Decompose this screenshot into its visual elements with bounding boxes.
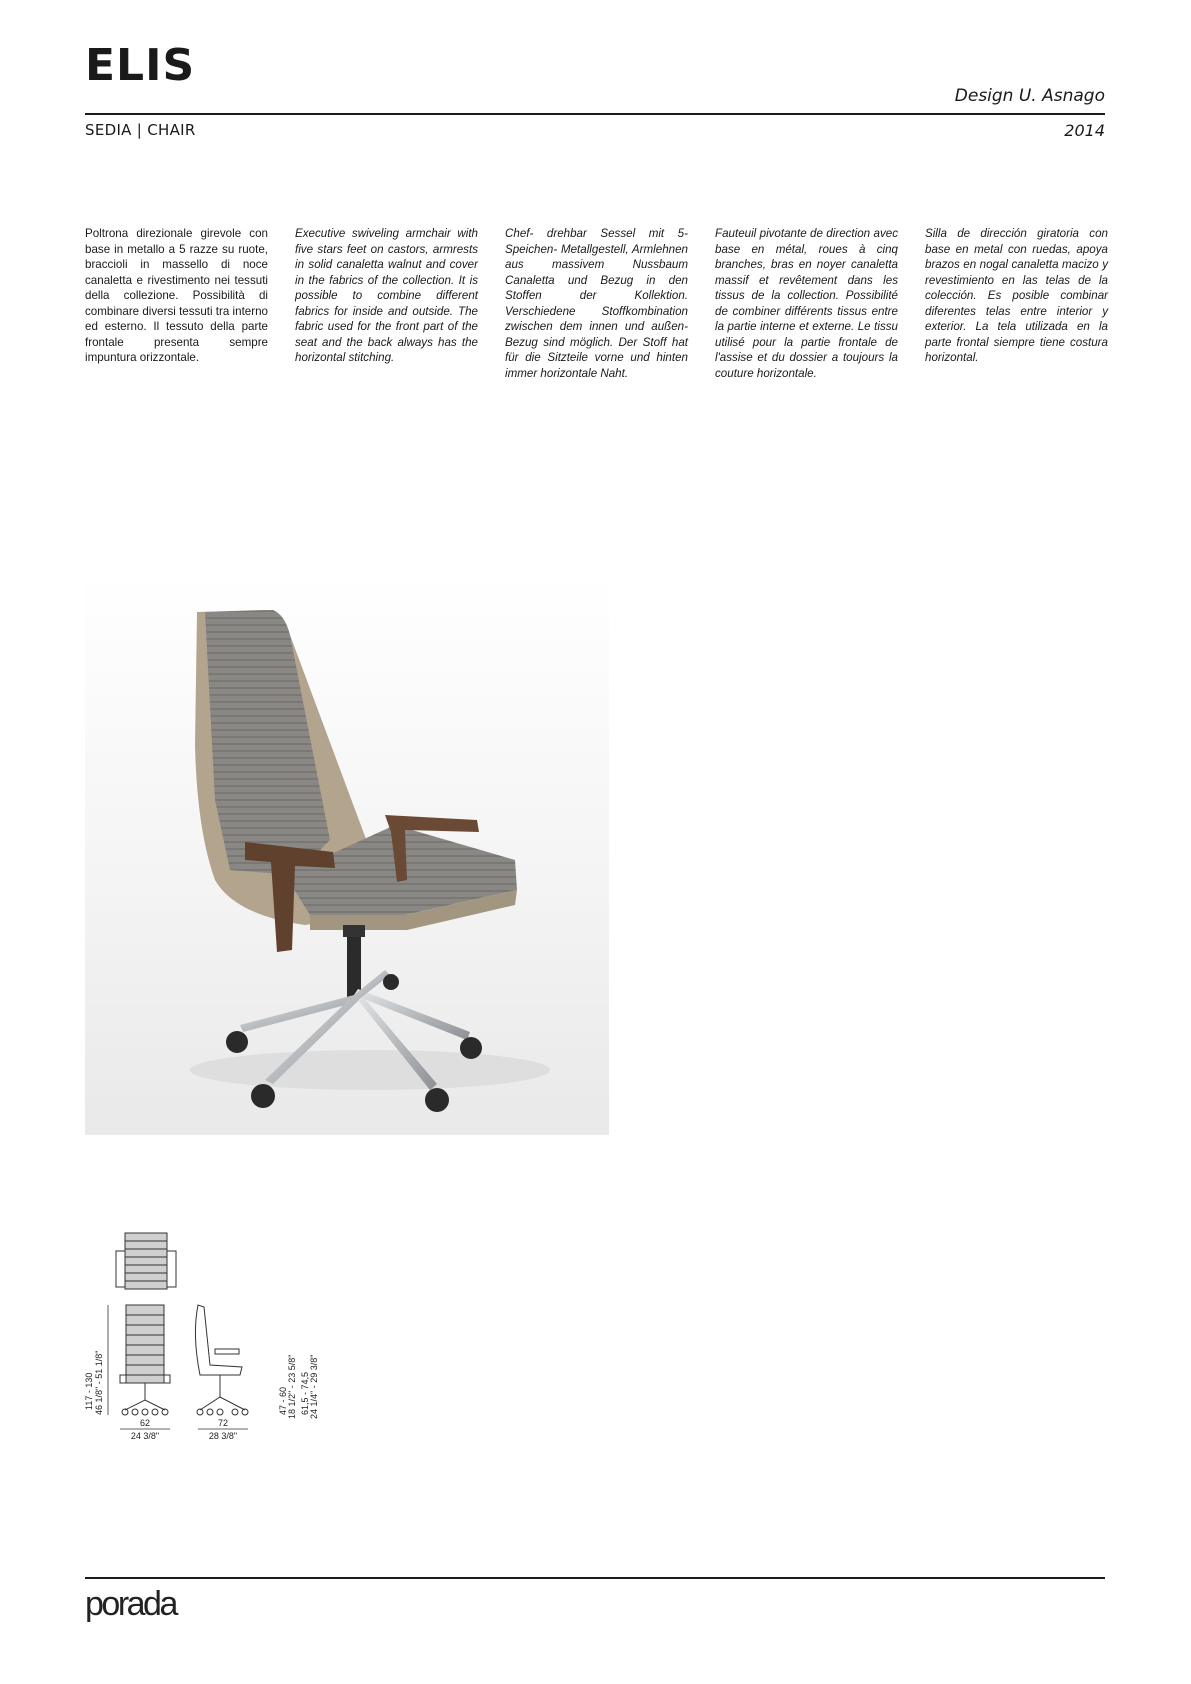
width-in-label: 24 3/8" [130,1431,160,1441]
depth-in-label: 28 3/8" [208,1431,238,1441]
product-category: SEDIA | CHAIR [85,121,196,139]
product-photo [85,570,609,1135]
seat-in-label: 18 1/2" - 23 5/8" [287,1354,297,1419]
description-spanish: Silla de dirección giratoria con base en metal con ruedas, apoya brazos en nogal canaletta macizo y revestimiento en las telas de la colección. Es posible combinar diferentes telas entre interior y exterior. La tela utilizada en la parte frontal siempre tiene costura horizontal. [925,227,1108,364]
top-view-drawing [116,1233,176,1289]
side-view-drawing [195,1305,248,1415]
description-italian: Poltrona direzionale girevole con base in metallo a 5 razze su ruote, braccioli in massello di noce canaletta e rivestimento nei tessuti della collezione. Possibilità di combinare diversi tessuti tra interno ed esterno. Il tessuto della parte frontale presenta sempre impuntura orizzontale. [85,227,269,364]
chair-illustration [85,570,609,1135]
description-french: Fauteuil pivotante de direction avec base en métal, roues à cinq branches, bras en noyer canaletta massif et revêtement dans les tissus de la collection. Possibilité de combiner différents tissus entre la partie interne et externe. Le tissu utilisé pour la partie frontale de l'assise et du dossier a toujours la couture horizontale. [715,227,898,380]
arm-cm-label: 61,5 - 74,5 [300,1371,310,1415]
front-view-drawing [120,1305,170,1415]
header-divider [85,113,1105,115]
dimension-drawings [80,1225,340,1465]
description-german: Chef- drehbar Sessel mit 5-Speichen- Metallgestell, Armlehnen aus massivem Nussbaum Canaletta und Bezug in den Stoffen der Kollektion. Verschiedene Stoffkombination zwischen dem innen und außen-Bezug sind möglich. Der Stoff hat für die Sitzteile vorne und hinten immer horizontale Naht. [505,227,688,380]
height-in-label: 46 1/8" - 51 1/8" [94,1350,104,1415]
designer-credit: Design U. Asnago [954,86,1105,106]
porada-logo: porada [85,1585,176,1623]
description-english: Executive swiveling armchair with five stars feet on castors, armrests in solid canaletta walnut and cover in the fabrics of the collection. It is possible to combine different fabrics for inside and outside. The fabric used for the front part of the seat and the back always has the horizontal stitching. [295,227,478,364]
depth-cm-label: 72 [217,1418,229,1428]
width-cm-label: 62 [139,1418,151,1428]
seat-cm-label: 47 - 60 [278,1386,288,1415]
product-year: 2014 [1064,121,1105,140]
arm-in-label: 24 1/4" - 29 3/8" [309,1354,319,1419]
product-name: ELIS [85,40,196,91]
height-cm-label: 117 - 130 [84,1372,94,1410]
footer-divider [85,1577,1105,1579]
technical-drawings [80,1225,340,1465]
